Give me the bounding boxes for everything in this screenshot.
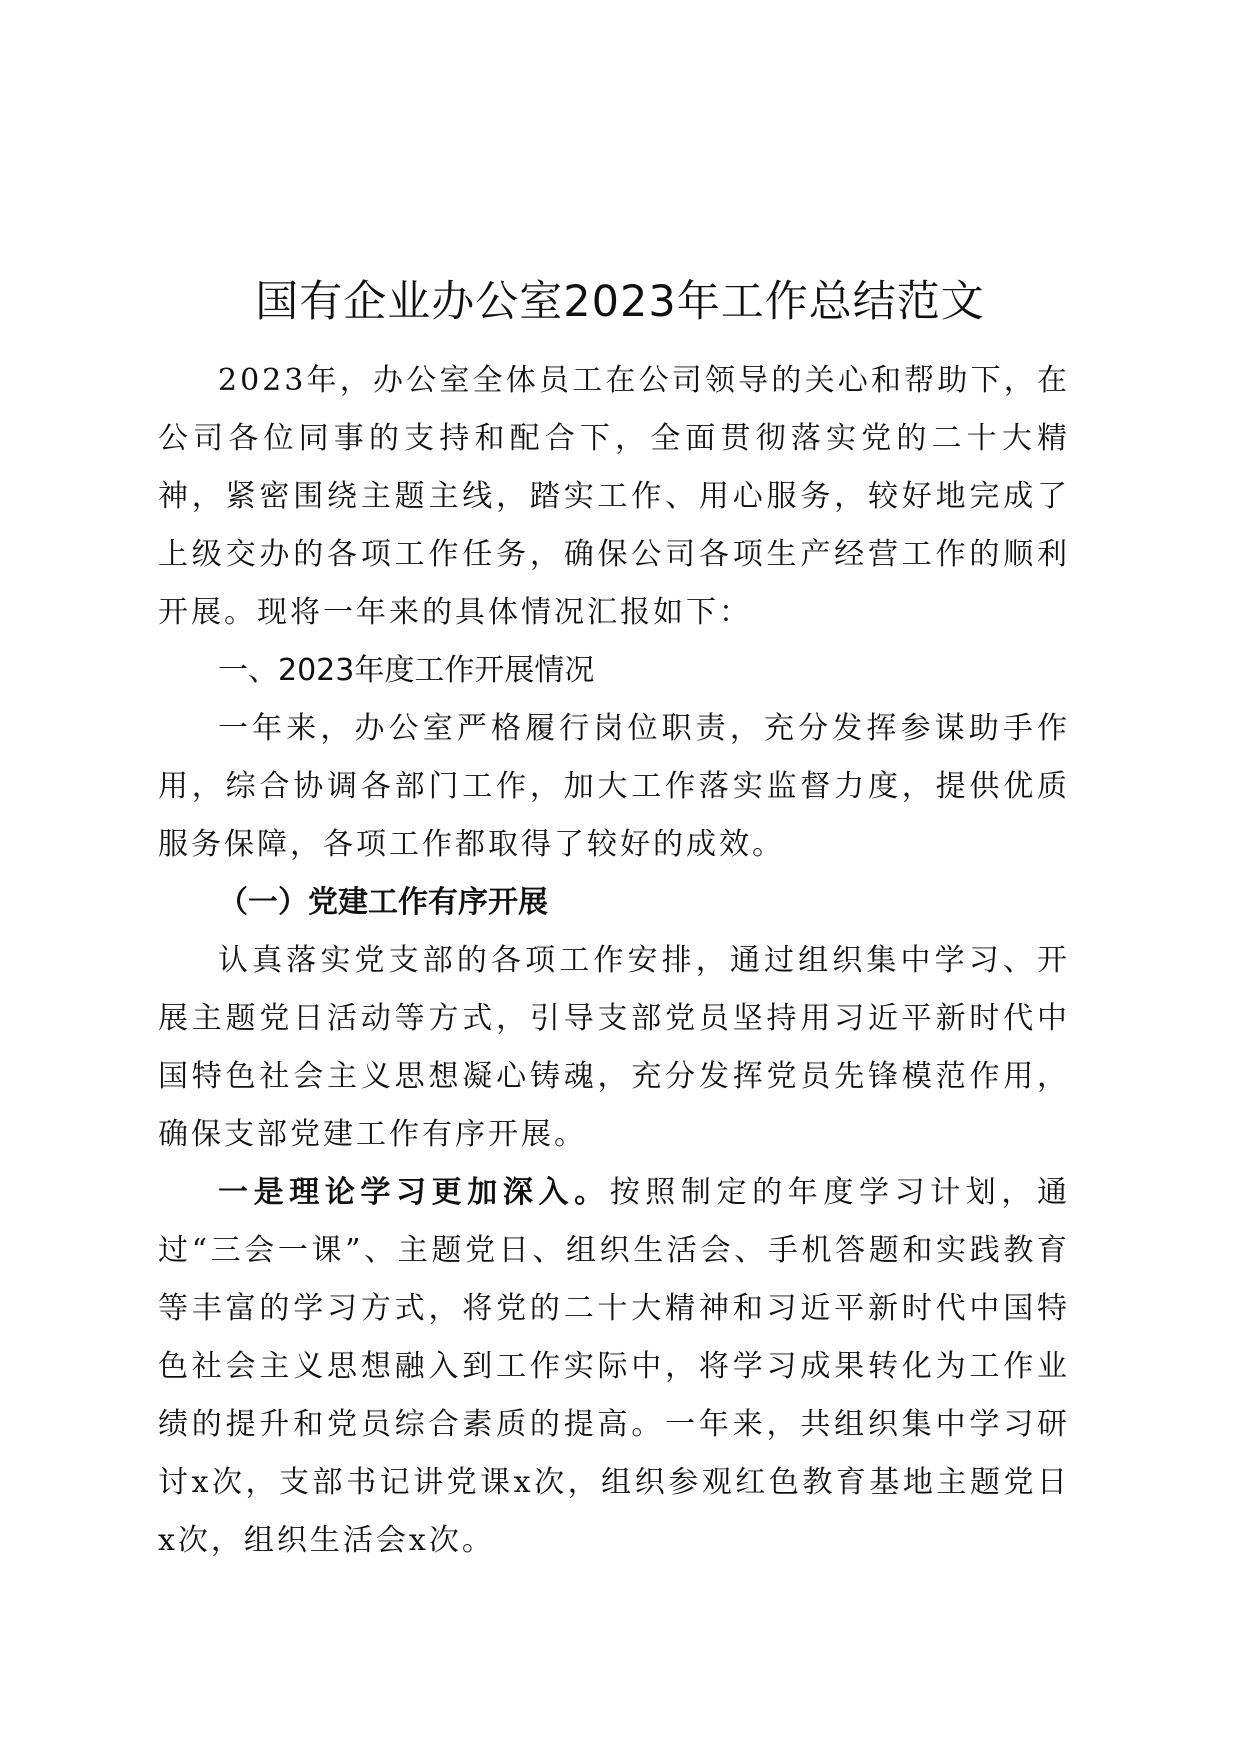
point-lead: 一是理论学习更加深入。 <box>218 1175 610 1210</box>
section-paragraph: 一年来，办公室严格履行岗位职责，充分发挥参谋助手作用，综合协调各部门工作，加大工作落实监督力度，提供优质服务保障，各项工作都取得了较好的成效。 <box>158 711 1070 862</box>
intro-paragraph: 2023年，办公室全体员工在公司领导的关心和帮助下，在公司各位同事的支持和配合下，全面贯彻落实党的二十大精神，紧密围绕主题主线，踏实工作、用心服务，较好地完成了上级交办的各项工作任务，确保公司各项生产经营工作的顺利开展。现将一年来的具体情况汇报如下： <box>158 363 1070 630</box>
point-paragraph <box>158 1164 1070 1570</box>
section-heading: 一、2023年度工作开展情况 <box>218 653 595 688</box>
subsection-heading: （一）党建工作有序开展 <box>218 885 548 920</box>
document-title: 国有企业办公室2023年工作总结范文 <box>255 277 985 327</box>
document-body <box>158 352 1070 1570</box>
subsection-paragraph: 认真落实党支部的各项工作安排，通过组织集中学习、开展主题党日活动等方式，引导支部党员坚持用习近平新时代中国特色社会主义思想凝心铸魂，充分发挥党员先锋模范作用，确保支部党建工作有序开展。 <box>158 943 1070 1152</box>
point-text: 按照制定的年度学习计划，通过“三会一课”、主题党日、组织生活会、手机答题和实践教育等丰富的学习方式，将党的二十大精神和习近平新时代中国特色社会主义思想融入到工作实际中，将学习成果转化为工作业绩的提升和党员综合素质的提高。一年来，共组织集中学习研讨x次，支部书记讲党课x次，组织参观红色教育基地主题党日x次，组织生活会x次。 <box>158 1175 1071 1558</box>
